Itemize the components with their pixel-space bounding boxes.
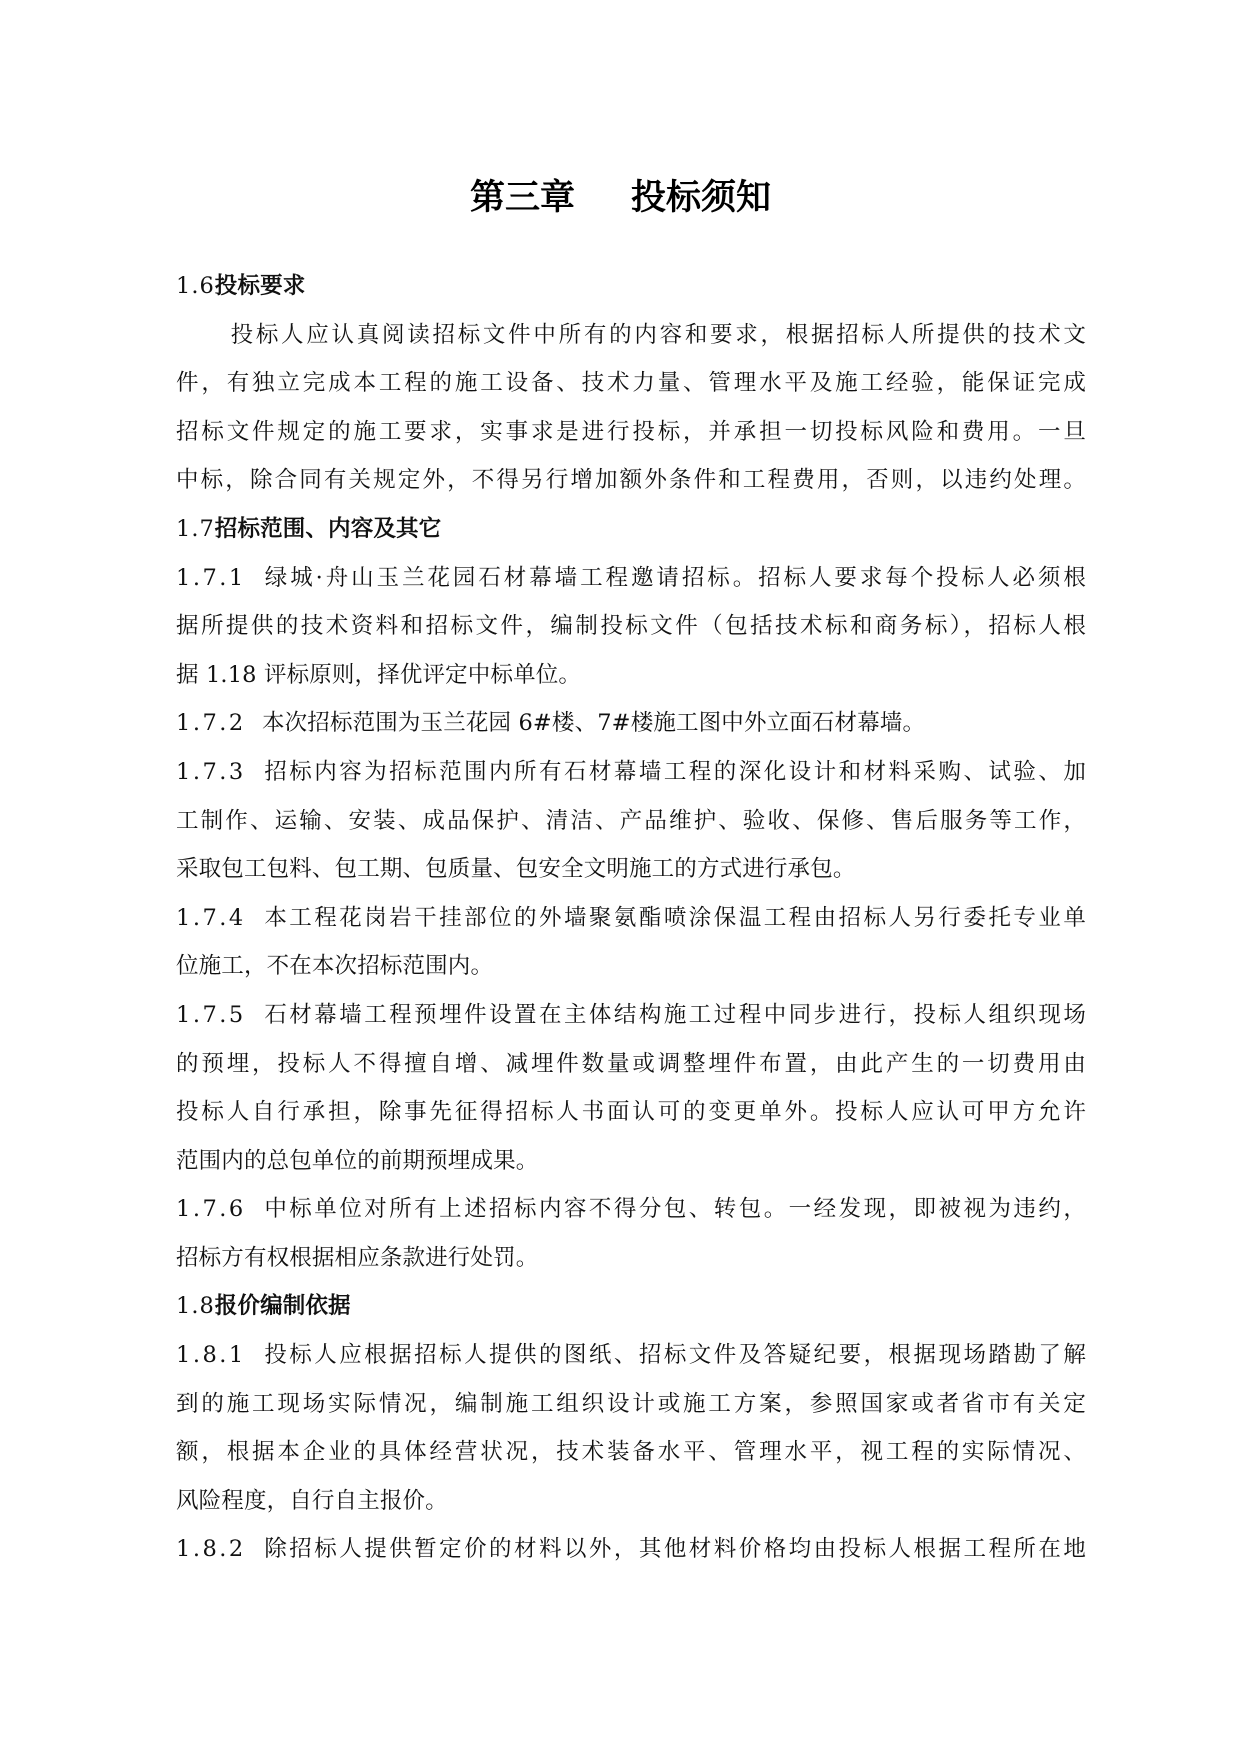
section-number: 1.7 [176,515,215,542]
paragraph-line: 风险程度，自行自主报价。 [176,1487,448,1514]
paragraph-line: 件，有独立完成本工程的施工设备、技术力量、管理水平及施工经验，能保证完成 [176,370,1086,397]
section-heading-1-7 [176,505,1086,554]
chapter-title [0,170,1241,226]
document-body [176,262,1086,1574]
chapter-number: 第三章 [469,178,575,218]
clause-number: 1.7.3 [176,758,246,785]
paragraph-line: 工制作、运输、安装、成品保护、清洁、产品维护、验收、保修、售后服务等工作， [176,807,1086,834]
paragraph-line: 投标人应认真阅读招标文件中所有的内容和要求，根据招标人所提供的技术文 [228,321,1086,348]
clause-number: 1.7.2 [176,710,246,737]
paragraph-line: 中标，除合同有关规定外，不得另行增加额外条件和工程费用，否则，以违约处理。 [176,467,1086,494]
section-title: 招标范围、内容及其它 [214,515,442,542]
paragraph-line: 据 1.18 评标原则，择优评定中标单位。 [176,661,582,688]
clause-number: 1.7.6 [176,1196,246,1223]
section-title: 投标要求 [214,273,306,299]
clause-1-8-1: 1.8.1 投标人应根据招标人提供的图纸、招标文件及答疑纪要，根据现场踏勘了解 [176,1331,1086,1380]
paragraph-line: 的预埋，投标人不得擅自增、减埋件数量或调整埋件布置，由此产生的一切费用由 [176,1050,1086,1077]
clause-1-8-2: 1.8.2 除招标人提供暂定价的材料以外，其他材料价格均由投标人根据工程所在地 [176,1525,1086,1574]
section-title: 报价编制依据 [214,1293,351,1320]
paragraph-line: 额，根据本企业的具体经营状况，技术装备水平、管理水平，视工程的实际情况、 [176,1439,1086,1466]
section-heading-1-6 [176,262,1086,311]
paragraph-line: 采取包工包料、包工期、包质量、包安全文明施工的方式进行承包。 [176,856,856,883]
clause-1-7-3: 1.7.3 招标内容为招标范围内所有石材幕墙工程的深化设计和材料采购、试验、加 [176,748,1086,797]
clause-1-7-4: 1.7.4 本工程花岗岩干挂部位的外墙聚氨酯喷涂保温工程由招标人另行委托专业单 [176,894,1086,943]
paragraph-line: 到的施工现场实际情况，编制施工组织设计或施工方案，参照国家或者省市有关定 [176,1390,1086,1417]
paragraph-line: 投标人自行承担，除事先征得招标人书面认可的变更单外。投标人应认可甲方允许 [176,1099,1086,1126]
paragraph-line: 招标方有权根据相应条款进行处罚。 [176,1244,539,1271]
clause-1-7-1: 1.7.1 绿城·舟山玉兰花园石材幕墙工程邀请招标。招标人要求每个投标人必须根 [176,554,1086,603]
clause-1-7-6: 1.7.6 中标单位对所有上述招标内容不得分包、转包。一经发现，即被视为违约， [176,1185,1086,1234]
section-heading-1-8 [176,1282,1086,1331]
clause-number: 1.7.4 [176,904,246,931]
clause-number: 1.7.1 [176,564,246,591]
clause-1-7-2: 1.7.2 本次招标范围为玉兰花园 6#楼、7#楼施工图中外立面石材幕墙。 [176,699,1086,748]
clause-number: 1.8.1 [176,1342,246,1369]
section-number: 1.8 [176,1293,215,1320]
clause-number: 1.8.2 [176,1536,246,1563]
paragraph-line: 范围内的总包单位的前期预埋成果。 [176,1147,539,1174]
paragraph-line: 据所提供的技术资料和招标文件，编制投标文件（包括技术标和商务标），招标人根 [176,613,1086,640]
paragraph-line: 招标文件规定的施工要求，实事求是进行投标，并承担一切投标风险和费用。一旦 [176,418,1086,445]
clause-number: 1.7.5 [176,1001,246,1028]
clause-1-7-5: 1.7.5 石材幕墙工程预埋件设置在主体结构施工过程中同步进行，投标人组织现场 [176,991,1086,1040]
paragraph-line: 位施工，不在本次招标范围内。 [176,953,494,980]
section-number: 1.6 [176,273,215,299]
chapter-name: 投标须知 [631,178,772,218]
